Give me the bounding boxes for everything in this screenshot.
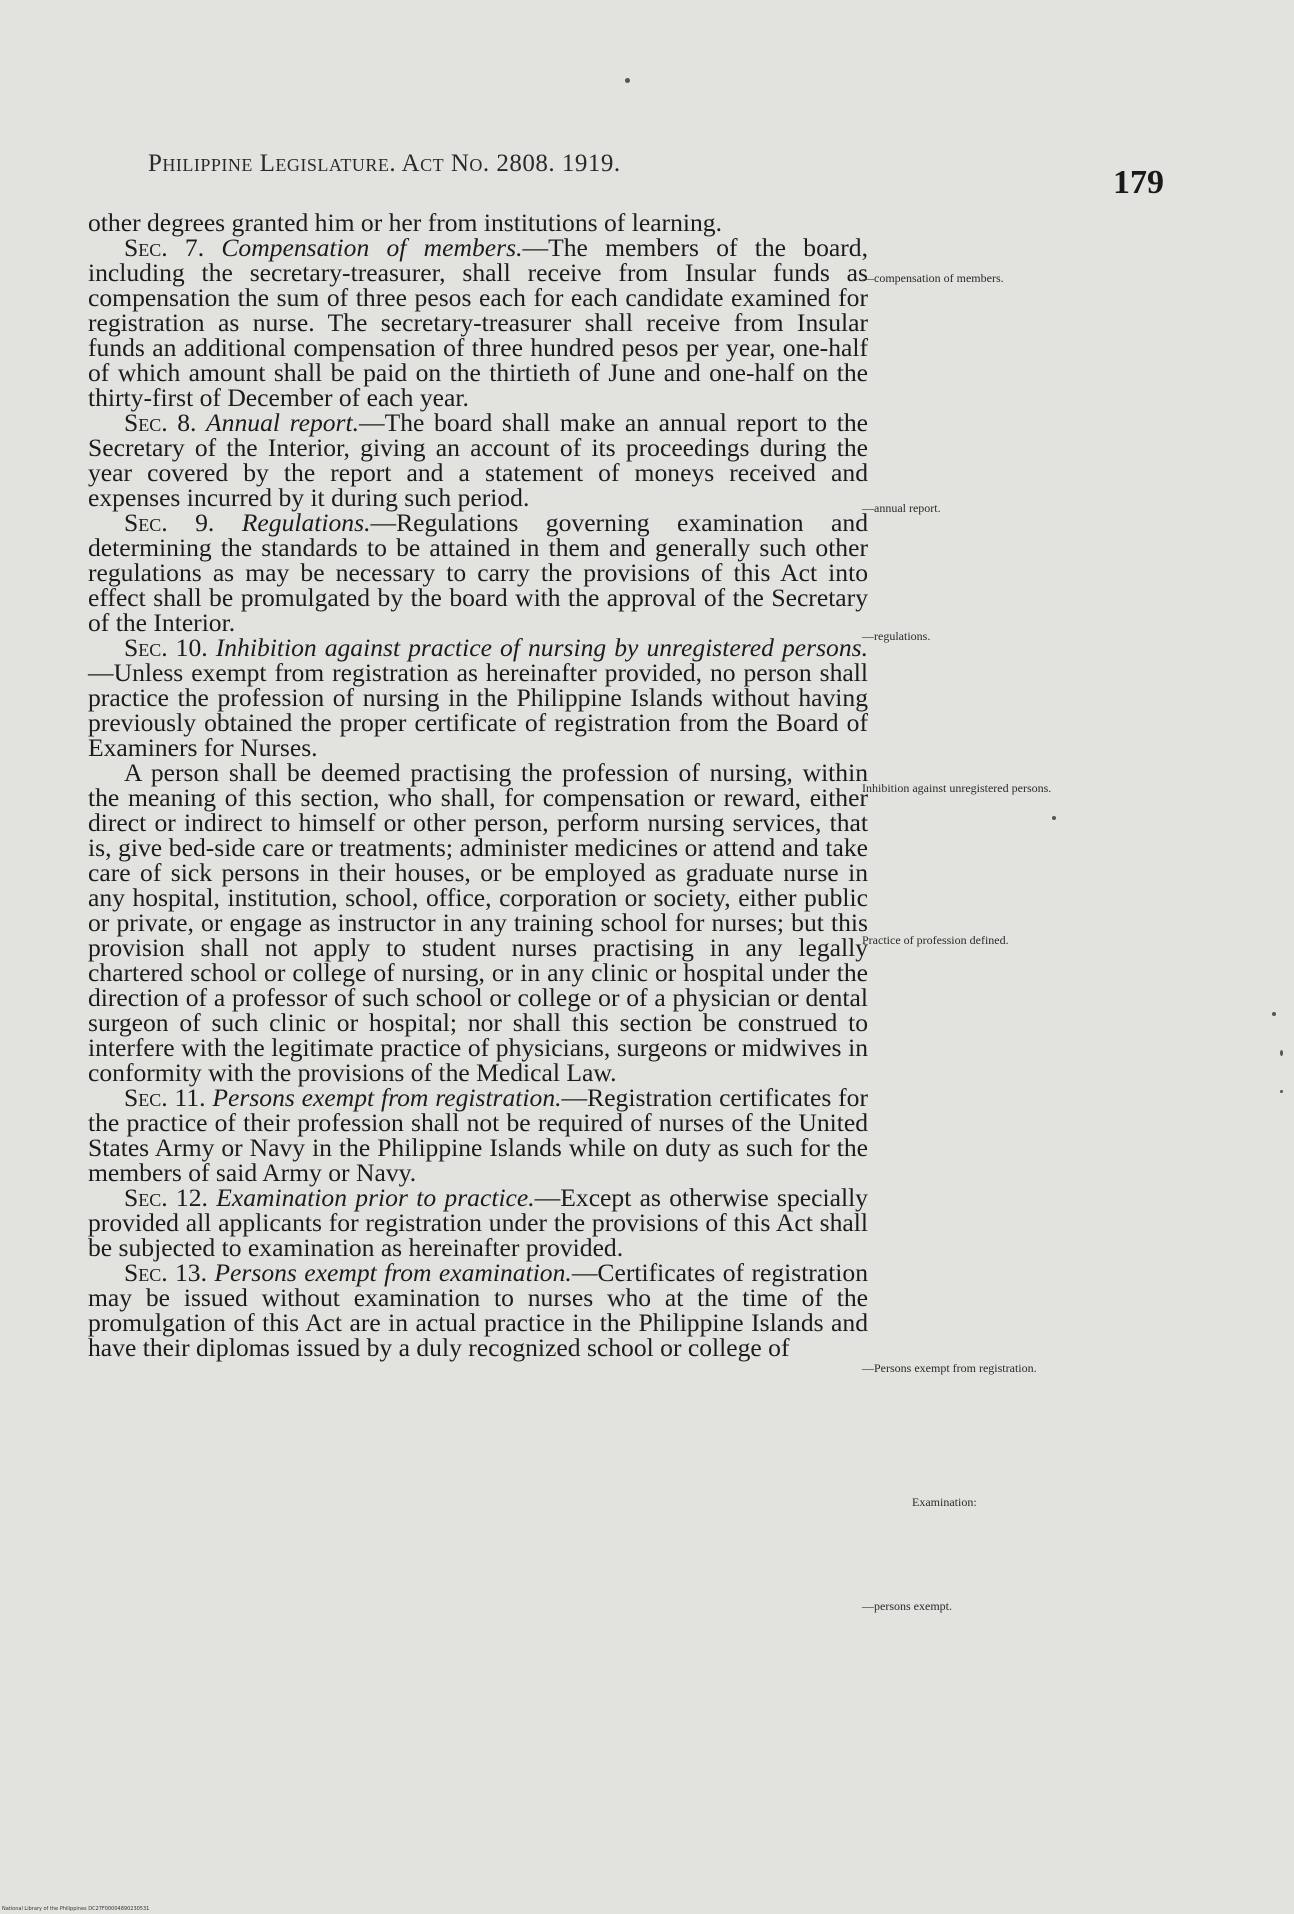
section-title: Persons exempt from registration. [212, 1083, 562, 1112]
section-title: Persons exempt from examination. [214, 1258, 572, 1287]
dust-speck [1272, 1012, 1276, 1016]
section-number: Sec. 10. [124, 633, 208, 662]
margin-note-inhibition: Inhibition against unregistered persons. [862, 781, 1052, 795]
section-title: Annual report. [206, 408, 360, 437]
body-text [88, 210, 868, 1360]
margin-note-regulations: —regulations. [862, 629, 931, 643]
running-head: Philippine Legislature. Act No. 2808. 1919. [148, 150, 621, 177]
section-text: —Certificates of registration may be issued without examination to nurses who at the time of the promulgation of this Act are in actual practice in the Philippine Islands and have their diplomas issued by a duly recognized school or college of [88, 1258, 869, 1362]
dust-speck [1280, 1050, 1283, 1056]
section-10 [88, 635, 868, 760]
section-number: Sec. 9. [124, 508, 215, 537]
section-title: Examination prior to practice. [216, 1183, 535, 1212]
margin-note-annual-report: —annual report. [862, 501, 941, 515]
section-9 [88, 510, 868, 635]
section-8 [88, 410, 868, 510]
section-text: —Except as otherwise specially provided all applicants for registration under the provisions of this Act shall be subjected to examination as hereinafter provided. [88, 1183, 868, 1262]
page-number: 179 [1113, 164, 1164, 201]
margin-note-examination: Examination: [912, 1495, 977, 1509]
section-number: Sec. 12. [124, 1183, 208, 1212]
margin-note-compensation: —compensation of members. [862, 271, 1004, 285]
margin-note-persons-exempt-registration: —Persons exempt from registration. [862, 1361, 1037, 1375]
section-text: —Registration certificates for the practice of their profession shall not be required of nurses of the United States Army or Navy in the Philippine Islands while on duty as such for the members of said Army or Navy. [88, 1083, 868, 1187]
scan-credit: National Library of the Philippines DC27F00004890230531 [2, 1906, 150, 1912]
section-title: Regulations. [241, 508, 371, 537]
section-title: Inhibition against practice of nursing by unregistered persons. [215, 633, 868, 662]
section-number: Sec. 11. [124, 1083, 206, 1112]
section-13 [88, 1260, 868, 1360]
section-text: —Unless exempt from registration as hereinafter provided, no person shall practice the profession of nursing in the Philippine Islands without having previously obtained the proper certificate of registration from the Board of Examiners for Nurses. [88, 658, 868, 762]
section-11 [88, 1085, 868, 1185]
section-text: —The members of the board, including the secretary-treasurer, shall receive from Insular funds as compensation the sum of three pesos each for each candidate examined for registration as nurse. The secretary-treasurer shall receive from Insular funds an additional compensation of three hundred pesos per year, one-half of which amount shall be paid on the thirtieth of June and one-half on the thirty-first of December of each year. [88, 233, 868, 412]
section-number: Sec. 7. [124, 233, 205, 262]
dust-speck [1052, 816, 1056, 820]
section-number: Sec. 8. [124, 408, 197, 437]
section-7 [88, 235, 868, 410]
section-12 [88, 1185, 868, 1260]
section-title: Compensation of members. [221, 233, 523, 262]
page-header [148, 150, 1168, 200]
practice-definition-paragraph: A person shall be deemed practising the profession of nursing, within the meaning of this section, who shall, for compensation or reward, either direct or indirect to himself or other person, perform nursing services, that is, give bed-side care or treatments; administer medicines or attend and take care of sick persons in their houses, or be employed as graduate nurse in any hospital, institution, school, office, corporation or society, either public or private, or engage as instructor in any training school for nurses; but this provision shall not apply to student nurses practising in any legally chartered school or college of nursing, or in any clinic or hospital under the direction of a professor of such school or college or of a physician or dental surgeon of such clinic or hospital; nor shall this section be construed to interfere with the legitimate practice of physicians, surgeons or midwives in conformity with the provisions of the Medical Law. [88, 758, 868, 1087]
margin-note-practice-defined: Practice of profession defined. [862, 933, 1009, 947]
section-number: Sec. 13. [124, 1258, 208, 1287]
dust-speck [1280, 1090, 1283, 1093]
section-text: —The board shall make an annual report to the Secretary of the Interior, giving an account of its proceedings during the year covered by the report and a statement of moneys received and expenses incurred by it during such period. [88, 408, 868, 512]
dust-speck [625, 78, 630, 83]
margin-note-persons-exempt: —persons exempt. [862, 1599, 952, 1613]
paragraph-continuation: other degrees granted him or her from institutions of learning. [88, 208, 722, 237]
section-text: —Regulations governing examination and determining the standards to be attained in them and generally such other regulations as may be necessary to carry the provisions of this Act into effect shall be promulgated by the board with the approval of the Secretary of the Interior. [88, 508, 868, 637]
